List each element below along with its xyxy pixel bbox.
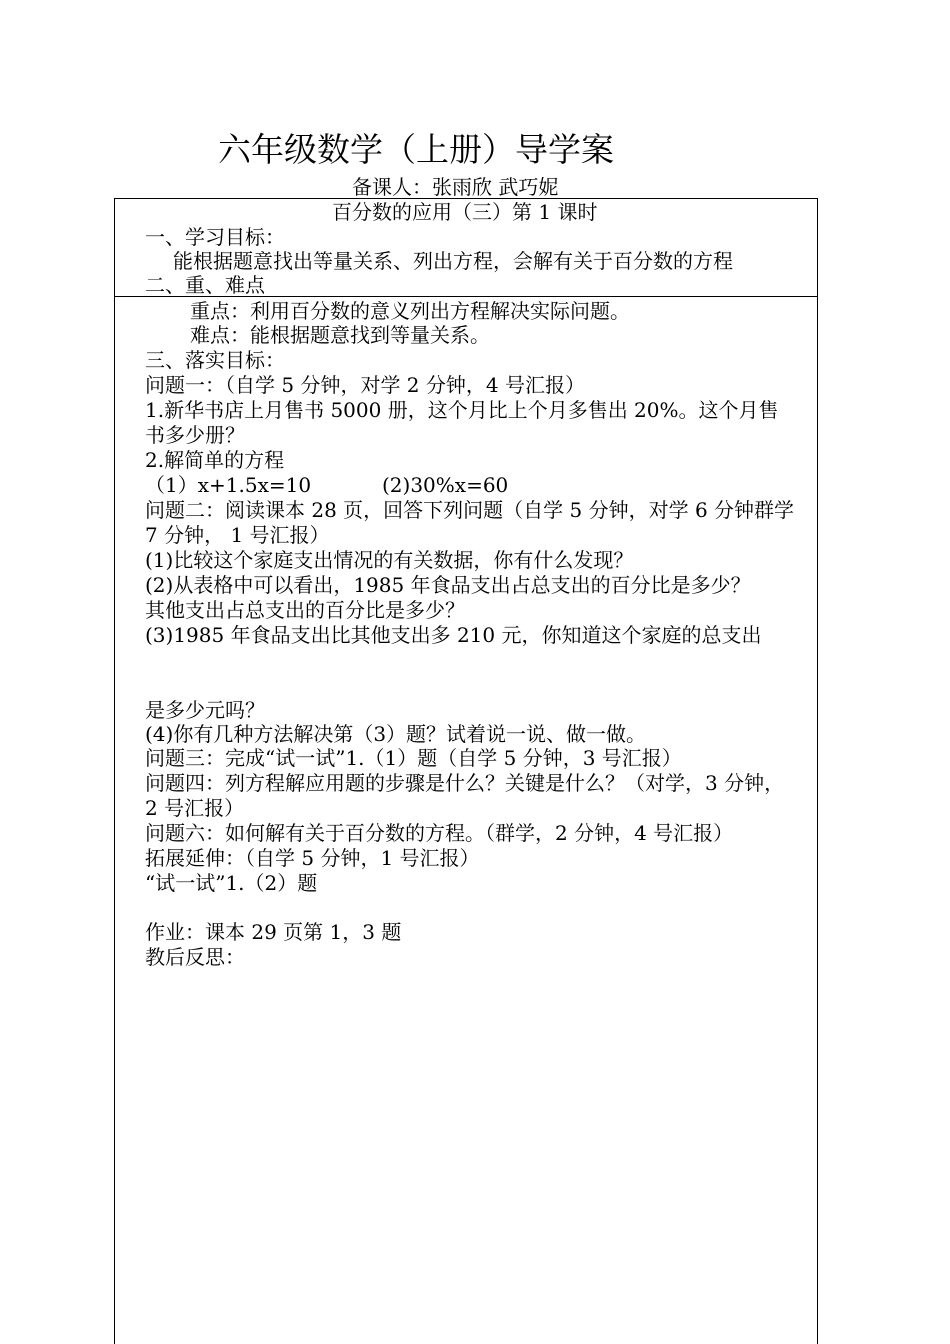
lesson-title: 百分数的应用（三）第 1 课时 [332, 200, 598, 224]
question-four-line1: 问题四：列方程解应用题的步骤是什么？关键是什么？（对学，3 分钟， [145, 771, 785, 795]
question-three: 问题三：完成“试一试”1.（1）题（自学 5 分钟，3 号汇报） [145, 746, 682, 770]
reflection-heading: 教后反思： [145, 945, 245, 969]
question-two-item2-line1: (2)从表格中可以看出，1985 年食品支出占总支出的百分比是多少？ [145, 573, 751, 597]
equation-two: (2)30%x=60 [382, 473, 509, 497]
homework: 作业：课本 29 页第 1，3 题 [145, 920, 402, 944]
question-two-item2-line2: 其他支出占总支出的百分比是多少？ [145, 598, 465, 622]
implementation-heading: 三、落实目标： [145, 348, 285, 372]
question-two-heading-line2: 7 分钟， 1 号汇报） [145, 523, 330, 547]
question-two-item1: (1)比较这个家庭支出情况的有关数据，你有什么发现？ [145, 548, 634, 572]
objectives-heading: 一、学习目标： [145, 225, 285, 249]
question-two-item4: (4)你有几种方法解决第（3）题？试着说一说、做一做。 [145, 722, 647, 746]
question-two-heading-line1: 问题二：阅读课本 28 页，回答下列问题（自学 5 分钟，对学 6 分钟群学 [145, 498, 795, 522]
question-one-item1-line1: 1.新华书店上月售书 5000 册，这个月比上个月多售出 20%。这个月售 [145, 398, 779, 422]
preparer-line: 备课人：张雨欣 武巧妮 [352, 175, 559, 199]
document-title: 六年级数学（上册）导学案 [218, 130, 614, 169]
question-four-line2: 2 号汇报） [145, 796, 245, 820]
question-two-item3-line2: 是多少元吗？ [145, 698, 265, 722]
question-one-heading: 问题一：（自学 5 分钟，对学 2 分钟，4 号汇报） [145, 373, 585, 397]
question-one-item1-line2: 书多少册？ [145, 423, 245, 447]
question-six: 问题六：如何解有关于百分数的方程。（群学，2 分钟，4 号汇报） [145, 821, 734, 845]
key-point: 重点：利用百分数的意义列出方程解决实际问题。 [190, 299, 630, 323]
extension-heading: 拓展延伸：（自学 5 分钟，1 号汇报） [145, 846, 480, 870]
extension-item: “试一试”1.（2）题 [145, 871, 318, 895]
question-two-item3-line1: (3)1985 年食品支出比其他支出多 210 元，你知道这个家庭的总支出 [145, 623, 762, 647]
key-points-heading: 二、重、难点 [145, 273, 265, 297]
question-one-item2: 2.解简单的方程 [145, 448, 285, 472]
difficult-point: 难点：能根据题意找到等量关系。 [190, 323, 490, 347]
objectives-text: 能根据题意找出等量关系、列出方程，会解有关于百分数的方程 [173, 249, 733, 273]
equation-one: （1）x+1.5x=10 [145, 473, 312, 497]
